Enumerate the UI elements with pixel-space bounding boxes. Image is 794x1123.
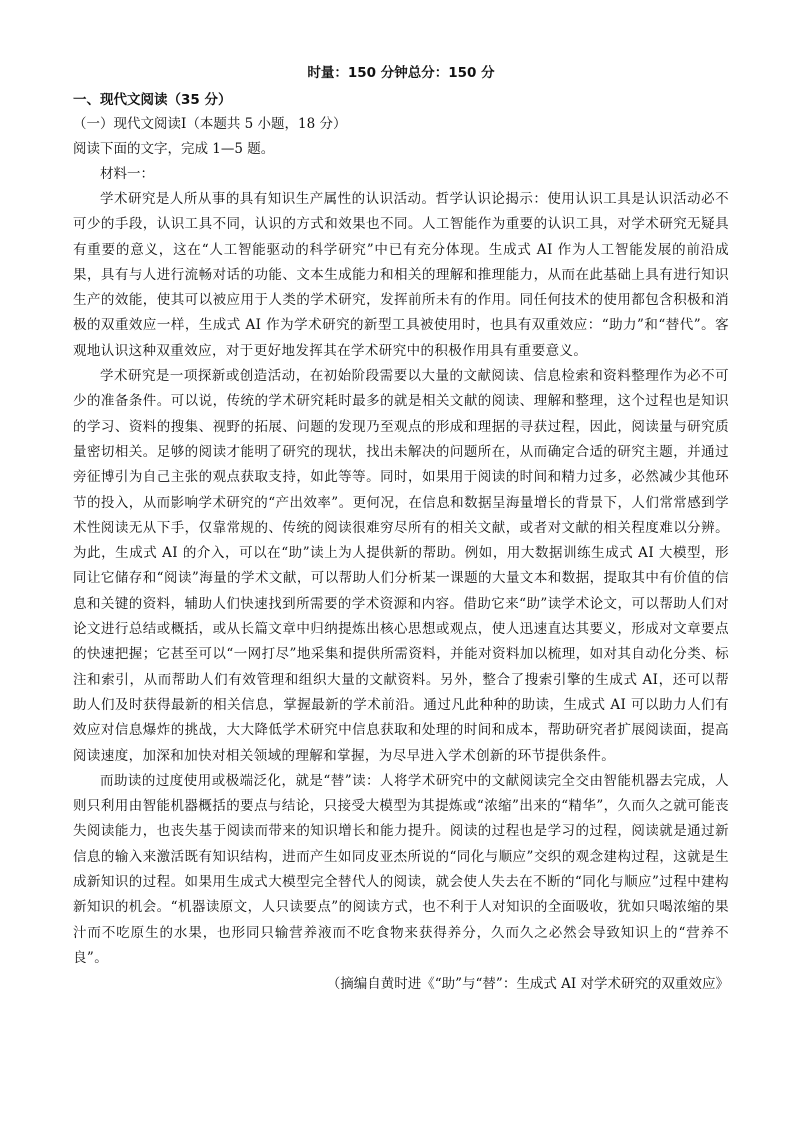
paragraph-3: 而助读的过度使用或极端泛化，就是“替”读：人将学术研究中的文献阅读完全交由智能机器去完成，人则只利用由智能机器概括的要点与结论，只接受大模型为其提炼或“浓缩”出来的“精华”，久而久之就可能丧失阅读能力，也丧失基于阅读而带来的知识增长和能力提升。阅读的过程也是学习的过程，阅读就是通过新信息的输入来激活既有知识结构，进而产生如同皮亚杰所说的“同化与顺应”交织的观念建构过程，这就是生成新知识的过程。如果用生成式大模型完全替代人的阅读，就会使人失去在不断的“同化与顺应”过程中建构新知识的机会。“机器读原文，人只读要点”的阅读方式，也不利于人对知识的全面吸收，犹如只喝浓缩的果汁而不吃原生的水果，也形同只输营养液而不吃食物来获得养分，久而久之必然会导致知识上的“营养不良”。 bbox=[73, 772, 729, 966]
exam-page bbox=[73, 62, 729, 997]
section-subtitle: （一）现代文阅读Ⅰ（本题共 5 小题，18 分） bbox=[73, 116, 347, 132]
source-citation: （摘编自黄时进《“助”与“替”：生成式 AI 对学术研究的双重效应》 bbox=[326, 976, 729, 993]
paragraph-2: 学术研究是一项探新或创造活动，在初始阶段需要以大量的文献阅读、信息检索和资料整理作为必不可少的准备条件。可以说，传统的学术研究耗时最多的就是相关文献的阅读、理解和整理，这个过程也是知识的学习、资料的搜集、视野的拓展、问题的发现乃至观点的形成和理据的寻获过程，因此，阅读量与研究质量密切相关。足够的阅读才能明了研究的现状，找出未解决的问题所在，从而确定合适的研究主题，并通过旁征博引为自己主张的观点获取支持，如此等等。同时，如果用于阅读的时间和精力过多，必然减少其他环节的投入，从而影响学术研究的“产出效率”。更何况，在信息和数据呈海量增长的背景下，人们常常感到学术性阅读无从下手，仅靠常规的、传统的阅读很难穷尽所有的相关文献，或者对文献的相关程度难以分辨。为此，生成式 AI 的介入，可以在“助”读上为人提供新的帮助。例如，用大数据训练生成式 AI 大模型，形同让它储存和“阅读”海量的学术文献，可以帮助人们分析某一课题的大量文本和数据，提取其中有价值的信息和关键的资料，辅助人们快速找到所需要的学术资源和内容。借助它来“助”读学术论文，可以帮助人们对论文进行总结或概括，或从长篇文章中归纳提炼出核心思想或观点，使人迅速直达其要义，形成对文章要点的快速把握；它甚至可以“一网打尽”地采集和提供所需资料，并能对资料加以梳理，如对其自动化分类、标注和索引，从而帮助人们有效管理和组织大量的文献资料。另外，整合了搜索引擎的生成式 AI，还可以帮助人们及时获得最新的相关信息，掌握最新的学术前沿。通过凡此种种的助读，生成式 AI 可以助力人们有效应对信息爆炸的挑战，大大降低学术研究中信息获取和处理的时间和成本，帮助研究者扩展阅读面，提高阅读速度，加深和加快对相关领域的理解和掌握，为尽早进入学术创新的环节提供条件。 bbox=[73, 368, 729, 764]
paragraph-1: 学术研究是人所从事的具有知识生产属性的认识活动。哲学认识论揭示：使用认识工具是认识活动必不可少的手段，认识工具不同，认识的方式和效果也不同。人工智能作为重要的认识工具，对学术研究无疑具有重要的意义，这在“人工智能驱动的科学研究”中已有充分体现。生成式 AI 作为人工智能发展的前沿成果，具有与人进行流畅对话的功能、文本生成能力和相关的理解和推理能力，从而在此基础上具有进行知识生产的效能，使其可以被应用于人类的学术研究，发挥前所未有的作用。同任何技术的使用都包含积极和消极的双重效应一样，生成式 AI 作为学术研究的新型工具被使用时，也具有双重效应：“助力”和“替代”。客观地认识这种双重效应，对于更好地发挥其在学术研究中的积极作用具有重要意义。 bbox=[73, 191, 729, 359]
reading-instruction: 阅读下面的文字，完成 1—5 题。 bbox=[73, 141, 275, 157]
section-title: 一、现代文阅读（35 分） bbox=[73, 92, 232, 108]
exam-time-score: 时量：150 分钟总分：150 分 bbox=[307, 65, 495, 81]
material-label: 材料一： bbox=[100, 166, 154, 182]
